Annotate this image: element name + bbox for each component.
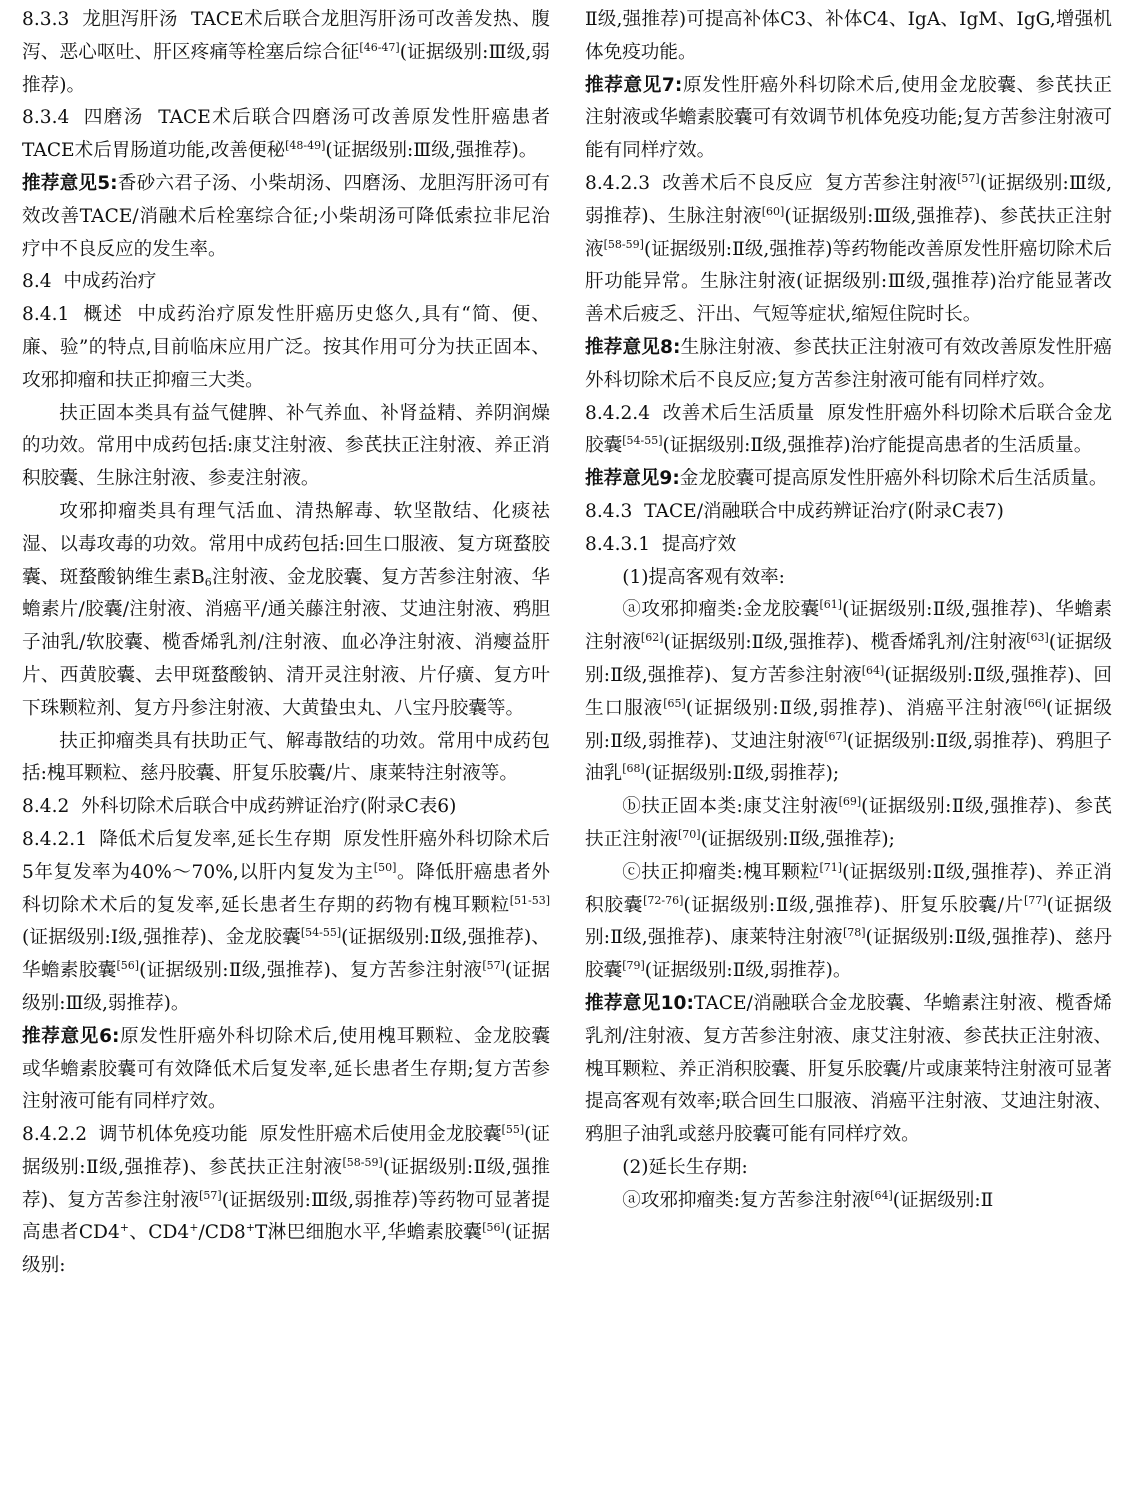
left-paragraph: 8.3.3 龙胆泻肝汤 TACE术后联合龙胆泻肝汤可改善发热、腹泻、恶心呕吐、肝区疼痛等栓塞后综合征[46-47](证据级别:Ⅲ级,弱推荐)。	[22, 9, 550, 96]
right-paragraph: (2)延长生存期:	[622, 1156, 748, 1178]
right-paragraph: ⓐ攻邪抑瘤类:金龙胶囊[61](证据级别:Ⅱ级,强推荐)、华蟾素注射液[62](证据级别:Ⅱ级,强推荐)、榄香烯乳剂/注射液[63](证据级别:Ⅱ级,强推荐)、复方苦参注射液[64](证据级别:Ⅱ级,强推荐)、回生口服液[65](证据级别:Ⅱ级,弱推荐)、消癌平注射液[66](证据级别:Ⅱ级,弱推荐)、艾迪注射液[67](证据级别:Ⅱ级,弱推荐)、鸦胆子油乳[68](证据级别:Ⅱ级,弱推荐);	[585, 598, 1113, 785]
left-paragraph: 8.4.2.1 降低术后复发率,延长生存期 原发性肝癌外科切除术后5年复发率为40%～70%,以肝内复发为主[50]。降低肝癌患者外科切除术术后的复发率,延长患者生存期的药物有槐耳颗粒[51-53](证据级别:Ⅰ级,强推荐)、金龙胶囊[54-55](证据级别:Ⅱ级,强推荐)、华蟾素胶囊[56](证据级别:Ⅱ级,强推荐)、复方苦参注射液[57](证据级别:Ⅲ级,弱推荐)。	[22, 828, 551, 1014]
right-paragraph: (1)提高客观有效率:	[622, 566, 785, 588]
left-paragraph: 攻邪抑瘤类具有理气活血、清热解毒、软坚散结、化痰祛湿、以毒攻毒的功效。常用中成药包括:回生口服液、复方斑蝥胶囊、斑蝥酸钠维生素$B_6$注射液、金龙胶囊、复方苦参注射液、华蟾素片/胶囊/注射液、消癌平/通关藤注射液、艾迪注射液、鸦胆子油乳/软胶囊、榄香烯乳剂/注射液、血必净注射液、消瘿益肝片、西黄胶囊、去甲斑蝥酸钠、清开灵注射液、片仔癀、复方叶下珠颗粒剂、复方丹参注射液、大黄蛰虫丸、八宝丹胶囊等。	[22, 500, 550, 719]
left-column	[22, 4, 550, 1283]
right-paragraph: ⓐ攻邪抑瘤类:复方苦参注射液[64](证据级别:Ⅱ	[622, 1188, 994, 1211]
right-column	[585, 4, 1112, 1217]
right-paragraph: 8.4.3 TACE/消融联合中成药辨证治疗(附录C表7)	[585, 500, 1004, 522]
left-paragraph: 扶正抑瘤类具有扶助正气、解毒散结的功效。常用中成药包括:槐耳颗粒、慈丹胶囊、肝复乐胶囊/片、康莱特注射液等。	[22, 730, 550, 785]
right-paragraph: 8.4.2.4 改善术后生活质量 原发性肝癌外科切除术后联合金龙胶囊[54-55](证据级别:Ⅱ级,强推荐)治疗能提高患者的生活质量。	[585, 402, 1112, 457]
right-paragraph: 推荐意见7:原发性肝癌外科切除术后,使用金龙胶囊、参芪扶正注射液或华蟾素胶囊可有效调节机体免疫功能;复方苦参注射液可能有同样疗效。	[585, 74, 1112, 162]
left-paragraph: 扶正固本类具有益气健脾、补气养血、补肾益精、养阴润燥的功效。常用中成药包括:康艾注射液、参芪扶正注射液、养正消积胶囊、生脉注射液、参麦注射液。	[22, 402, 550, 490]
right-paragraph: Ⅱ级,强推荐)可提高补体C3、补体C4、IgA、IgM、IgG,增强机体免疫功能。	[585, 9, 1112, 63]
right-paragraph: ⓑ扶正固本类:康艾注射液[69](证据级别:Ⅱ级,强推荐)、参芪扶正注射液[70](证据级别:Ⅱ级,强推荐);	[585, 795, 1113, 850]
right-paragraph: 8.4.2.3 改善术后不良反应 复方苦参注射液[57](证据级别:Ⅲ级,弱推荐)、生脉注射液[60](证据级别:Ⅲ级,强推荐)、参芪扶正注射液[58-59](证据级别:Ⅱ级,强推荐)等药物能改善原发性肝癌切除术后肝功能异常。生脉注射液(证据级别:Ⅲ级,强推荐)治疗能显著改善术后疲乏、汗出、气短等症状,缩短住院时长。	[585, 171, 1112, 326]
left-paragraph: 推荐意见6:原发性肝癌外科切除术后,使用槐耳颗粒、金龙胶囊或华蟾素胶囊可有效降低术后复发率,延长患者生存期;复方苦参注射液可能有同样疗效。	[22, 1025, 551, 1113]
right-paragraph: 8.4.3.1 提高疗效	[585, 533, 737, 555]
right-paragraph: ⓒ扶正抑瘤类:槐耳颗粒[71](证据级别:Ⅱ级,强推荐)、养正消积胶囊[72-76](证据级别:Ⅱ级,强推荐)、肝复乐胶囊/片[77](证据级别:Ⅱ级,强推荐)、康莱特注射液[78](证据级别:Ⅱ级,强推荐)、慈丹胶囊[79](证据级别:Ⅱ级,弱推荐)。	[585, 860, 1113, 982]
left-paragraph: 8.3.4 四磨汤 TACE术后联合四磨汤可改善原发性肝癌患者TACE术后胃肠道功能,改善便秘[48-49](证据级别:Ⅲ级,强推荐)。	[22, 107, 550, 162]
right-paragraph: 推荐意见8:生脉注射液、参芪扶正注射液可有效改善原发性肝癌外科切除术后不良反应;复方苦参注射液可能有同样疗效。	[585, 336, 1112, 391]
right-paragraph: 推荐意见10:TACE/消融联合金龙胶囊、华蟾素注射液、榄香烯乳剂/注射液、复方苦参注射液、康艾注射液、参芪扶正注射液、槐耳颗粒、养正消积胶囊、肝复乐胶囊/片或康莱特注射液可显著提高客观有效率;联合回生口服液、消癌平注射液、艾迪注射液、鸦胆子油乳或慈丹胶囊可能有同样疗效。	[585, 992, 1112, 1146]
left-paragraph: 8.4.1 概述 中成药治疗原发性肝癌历史悠久,具有“简、便、廉、验”的特点,目前临床应用广泛。按其作用可分为扶正固本、攻邪抑瘤和扶正抑瘤三大类。	[22, 304, 550, 391]
left-paragraph: 推荐意见5:香砂六君子汤、小柴胡汤、四磨汤、龙胆泻肝汤可有效改善TACE/消融术后栓塞综合征;小柴胡汤可降低索拉非尼治疗中不良反应的发生率。	[22, 172, 550, 260]
left-paragraph: 8.4.2 外科切除术后联合中成药辨证治疗(附录C表6)	[22, 796, 457, 818]
left-paragraph: 8.4 中成药治疗	[22, 271, 157, 293]
left-paragraph: 8.4.2.2 调节机体免疫功能 原发性肝癌术后使用金龙胶囊[55](证据级别:Ⅱ级,强推荐)、参芪扶正注射液[58-59](证据级别:Ⅱ级,强推荐)、复方苦参注射液[57](证据级别:Ⅲ级,弱推荐)等药物可显著提高患者CD4+、CD4+/CD8+T淋巴细胞水平,华蟾素胶囊[56](证据级别:	[22, 1123, 550, 1277]
right-paragraph: 推荐意见9:金龙胶囊可提高原发性肝癌外科切除术后生活质量。	[585, 468, 1108, 490]
